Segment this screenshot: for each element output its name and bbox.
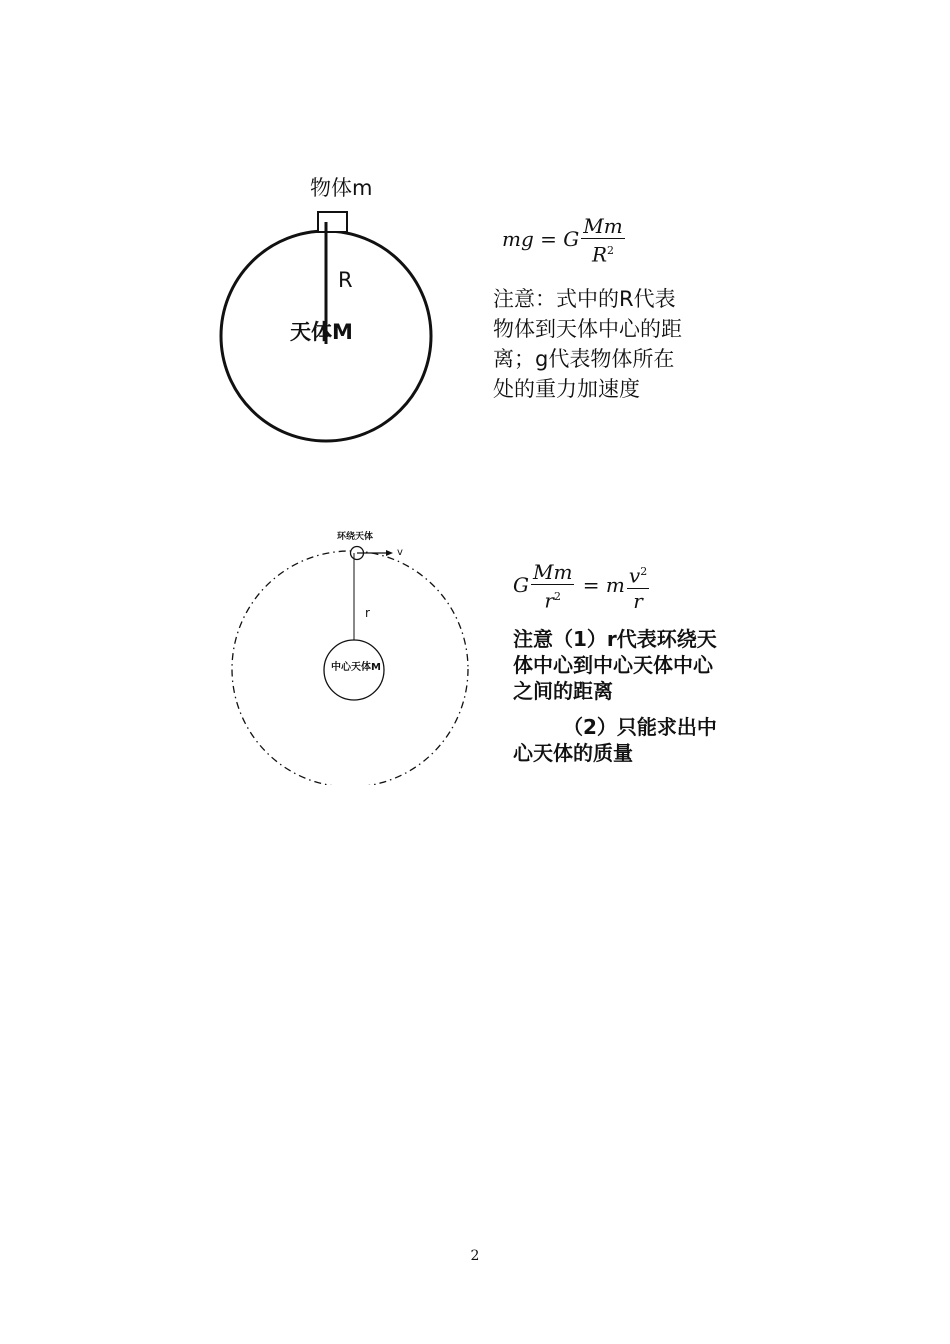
formula-surface-gravity xyxy=(502,214,627,267)
velocity-label: v xyxy=(397,547,403,558)
formula2-m: m xyxy=(605,572,625,597)
body-label: 天体M xyxy=(290,320,353,344)
formula-coef: G xyxy=(563,226,580,251)
formula2-fraction-right: $\frac{v^2}{r}$ xyxy=(627,560,649,613)
formula-equals: = xyxy=(540,226,557,251)
orbiting-body-label: 环绕天体 xyxy=(337,532,374,542)
formula2-coef: G xyxy=(513,572,529,597)
formula-lhs: mg xyxy=(502,226,534,251)
central-body-label: 中心天体M xyxy=(331,662,381,673)
page-number: 2 xyxy=(470,1248,480,1264)
note-orbital-p1: 注意（1）r代表环绕天体中心到中心天体中心之间的距离 xyxy=(513,627,717,703)
orbit-radius-label: r xyxy=(365,606,370,620)
formula2-equals: = xyxy=(582,572,600,597)
object-label: 物体m xyxy=(310,176,373,200)
note-orbital-p2: （2）只能求出中心天体的质量 xyxy=(513,715,717,765)
formula-numerator: Mm xyxy=(583,214,623,238)
formula-denominator: $R^2$ xyxy=(591,242,614,267)
planet-diagram xyxy=(210,160,450,460)
radius-label: R xyxy=(338,268,353,292)
formula-orbital xyxy=(513,560,651,613)
velocity-arrowhead xyxy=(386,550,393,556)
note-surface-gravity: 注意：式中的R代表物体到天体中心的距离；g代表物体所在处的重力加速度 xyxy=(493,287,682,401)
formula-fraction xyxy=(581,214,624,267)
formula2-fraction-left: $\frac{Mm}{r^2}$ xyxy=(532,560,573,613)
note-orbital xyxy=(513,626,723,766)
object-box xyxy=(318,212,347,232)
